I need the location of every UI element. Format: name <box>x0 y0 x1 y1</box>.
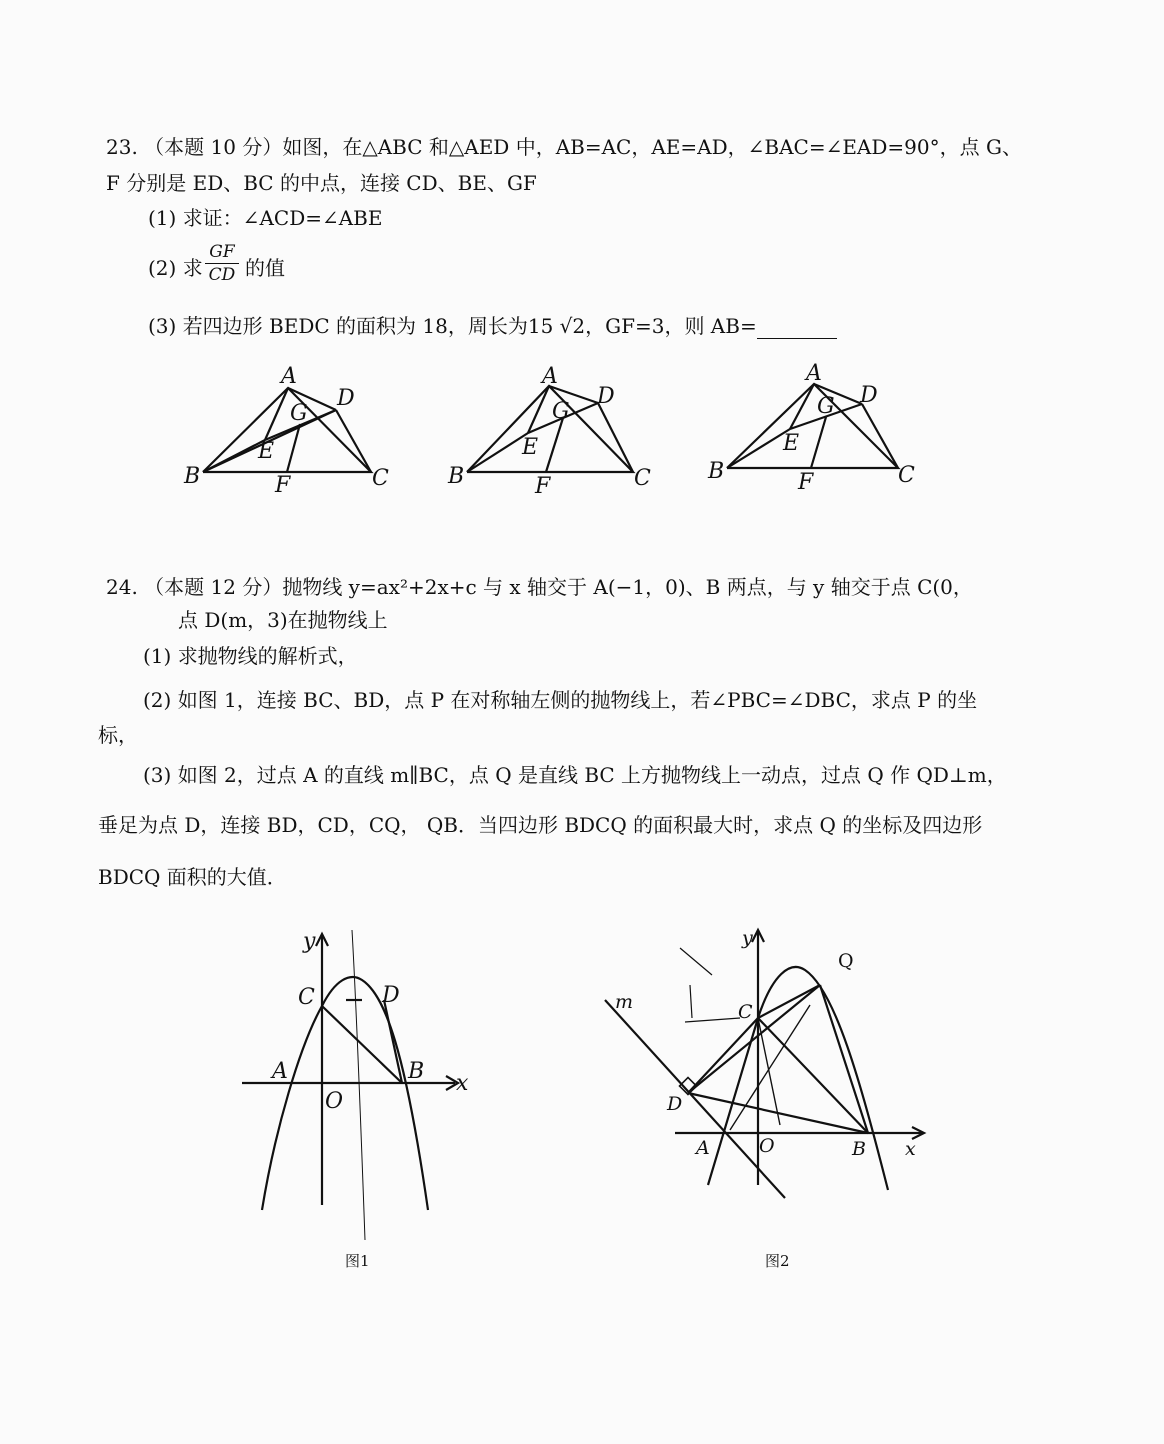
fig1-label-a: A <box>281 364 297 389</box>
fig1-c-label: C <box>298 985 315 1010</box>
fig3-label-g: G <box>817 394 835 419</box>
fig2-label-c: C <box>634 466 651 491</box>
q23-part1: (1) 求证：∠ACD=∠ABE <box>148 206 383 230</box>
fraction-numerator: GF <box>209 242 235 262</box>
fig1-label-e: E <box>258 439 275 464</box>
segment-bc <box>322 1006 402 1083</box>
fig1-o-label: O <box>325 1089 344 1114</box>
fig1-label-f: F <box>275 473 291 498</box>
q24-line2: 点 D(m，3)在抛物线上 <box>178 608 388 632</box>
segment-bc <box>758 1018 868 1133</box>
fig2-m-label: m <box>615 991 634 1013</box>
fig3-label-d: D <box>860 383 878 408</box>
q24-figure-2 <box>605 930 924 1198</box>
fig2-a-label: A <box>696 1137 710 1159</box>
q24-figure-1 <box>242 930 458 1240</box>
fig3-label-a: A <box>806 361 822 386</box>
q23-part3-text: (3) 若四边形 BEDC 的面积为 18，周长为15 √2，GF=3，则 AB= <box>148 314 757 338</box>
fig3-label-b: B <box>708 459 725 484</box>
scribble-marks <box>680 948 740 1022</box>
fig2-label-b: B <box>448 464 465 489</box>
fig2-y-label: y <box>742 927 753 949</box>
segment-bd <box>384 1000 402 1083</box>
fig2-c-label: C <box>738 1001 753 1023</box>
q23-part2-prefix: (2) 求 <box>148 256 203 280</box>
fig2-label-e: E <box>522 435 539 460</box>
fig1-y-label: y <box>303 929 316 954</box>
fig3-label-f: F <box>798 470 814 495</box>
segment-qd <box>688 985 820 1093</box>
fig3-label-c: C <box>898 463 915 488</box>
fig1-b-label: B <box>408 1059 425 1084</box>
q24-line1: 24. （本题 12 分）抛物线 y=ax²+2x+c 与 x 轴交于 A(−1，0)、B 两点，与 y 轴交于点 C(0， <box>106 575 973 599</box>
fig2-label-d: D <box>597 384 615 409</box>
fig2-label-g: G <box>552 399 570 424</box>
symmetry-sketch <box>352 930 365 1240</box>
fig1-label-d: D <box>337 386 355 411</box>
fig1-x-label: x <box>456 1071 469 1096</box>
fig2-d-label: D <box>667 1093 683 1115</box>
fig3-label-e: E <box>783 431 800 456</box>
fig2-label-a: A <box>542 364 558 389</box>
fig2-o-label: O <box>759 1135 775 1157</box>
q24-part3-line3: BDCQ 面积的大值． <box>98 865 287 889</box>
fig1-a-label: A <box>272 1059 288 1084</box>
q24-part2-line1: (2) 如图 1，连接 BC、BD，点 P 在对称轴左侧的抛物线上，若∠PBC=∠DBC，求点 P 的坐 <box>143 688 978 712</box>
fraction-denominator: CD <box>208 265 236 285</box>
q24-part1: (1) 求抛物线的解析式， <box>143 644 358 668</box>
q24-part2-line2: 标， <box>98 723 138 747</box>
parabola <box>262 977 428 1210</box>
q23-line2: F 分别是 ED、BC 的中点，连接 CD、BE、GF <box>106 171 537 195</box>
fig1-label-c: C <box>372 466 389 491</box>
fig2-x-label: x <box>905 1138 916 1160</box>
segment-qb <box>820 985 868 1133</box>
fig1-label-g: G <box>290 401 308 426</box>
q23-line1: 23. （本题 10 分）如图，在△ABC 和△AED 中，AB=AC，AE=AD，∠BAC=∠EAD=90°，点 G、 <box>106 135 1022 159</box>
q23-part2-suffix: 的值 <box>245 256 285 280</box>
q24-part3-line2: 垂足为点 D，连接 BD，CD，CQ， QB．当四边形 BDCQ 的面积最大时，求点 Q 的坐标及四边形 <box>98 813 983 837</box>
fig1-label-b: B <box>184 464 201 489</box>
fig2-caption: 图2 <box>765 1252 790 1270</box>
fig2-b-label: B <box>852 1138 866 1160</box>
segment-cq <box>758 985 820 1018</box>
fig2-q-label: Q <box>838 950 854 972</box>
fig1-caption: 图1 <box>345 1252 370 1270</box>
q24-part3-line1: (3) 如图 2，过点 A 的直线 m∥BC，点 Q 是直线 BC 上方抛物线上一动点，过点 Q 作 QD⊥m， <box>143 763 1007 787</box>
fig2-label-f: F <box>535 474 551 499</box>
fig1-d-label: D <box>382 983 400 1008</box>
